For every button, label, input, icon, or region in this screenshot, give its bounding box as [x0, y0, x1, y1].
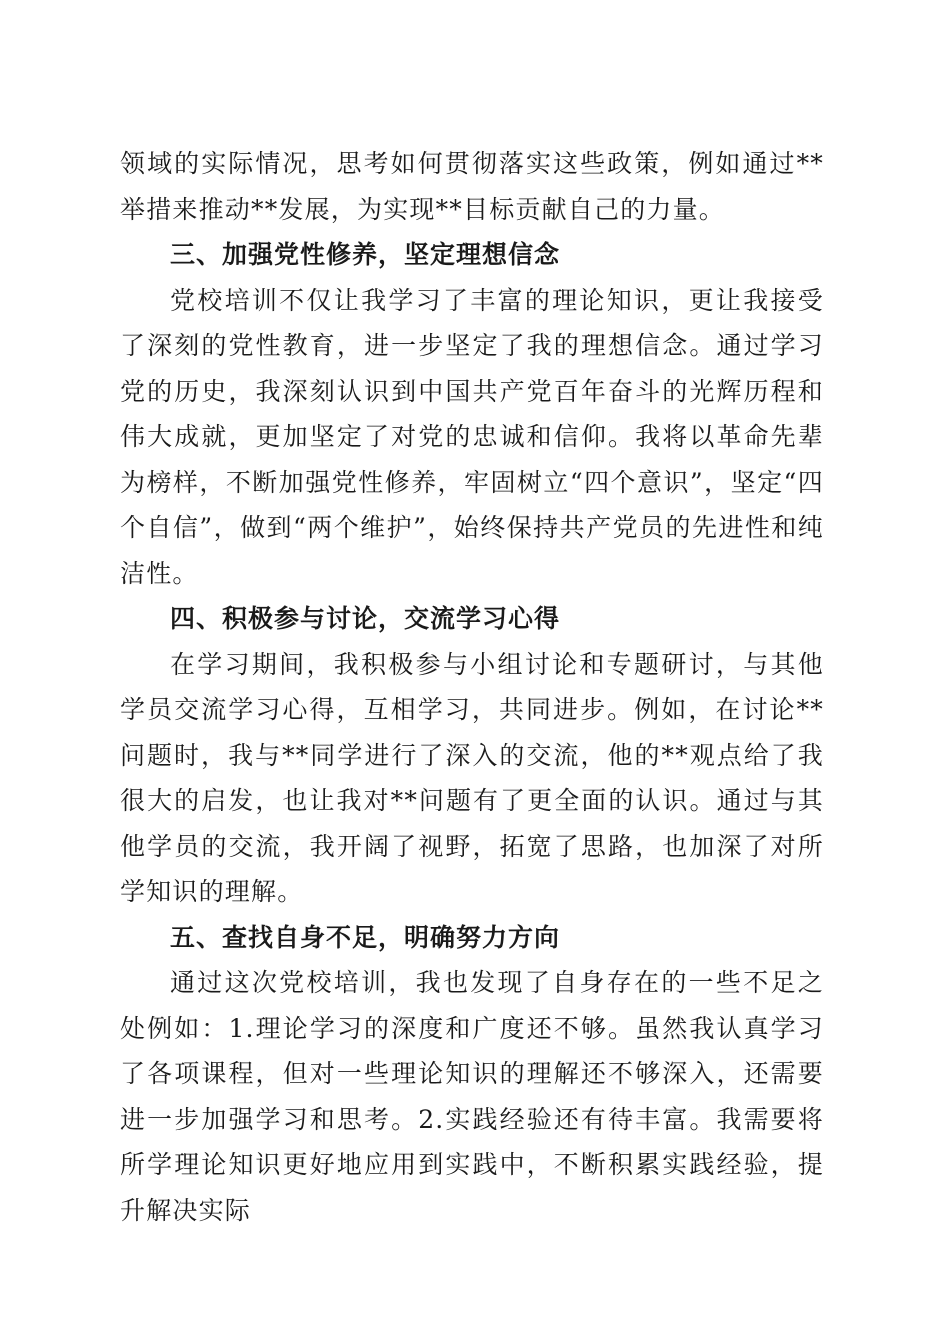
section-heading-4: 四、积极参与讨论，交流学习心得 [170, 604, 561, 633]
document-page [120, 141, 824, 1233]
section-heading-3: 三、加强党性修养，坚定理想信念 [170, 240, 561, 269]
paragraph-discussion: 在学习期间，我积极参与小组讨论和专题研讨，与其他学员交流学习心得，互相学习，共同进步。例如，在讨论**问题时，我与**同学进行了深入的交流，他的**观点给了我很大的启发，也让我对**问题有了更全面的认识。通过与其他学员的交流，我开阔了视野，拓宽了思路，也加深了对所学知识的理解。 [120, 649, 824, 906]
paragraph-shortcomings: 通过这次党校培训，我也发现了自身存在的一些不足之处例如：1.理论学习的深度和广度还不够。虽然我认真学习了各项课程，但对一些理论知识的理解还不够深入，还需要进一步加强学习和思考。2.实践经验还有待丰富。我需要将所学理论知识更好地应用到实践中，不断积累实践经验，提升解决实际 [120, 968, 824, 1225]
paragraph-party-spirit: 党校培训不仅让我学习了丰富的理论知识，更让我接受了深刻的党性教育，进一步坚定了我的理想信念。通过学习党的历史，我深刻认识到中国共产党百年奋斗的光辉历程和伟大成就，更加坚定了对党的忠诚和信仰。我将以革命先辈为榜样，不断加强党性修养，牢固树立“四个意识”，坚定“四个自信”，做到“两个维护”，始终保持共产党员的先进性和纯洁性。 [120, 285, 824, 588]
paragraph-continuation: 领域的实际情况，思考如何贯彻落实这些政策，例如通过**举措来推动**发展，为实现**目标贡献自己的力量。 [120, 149, 824, 224]
section-heading-5: 五、查找自身不足，明确努力方向 [170, 922, 561, 952]
